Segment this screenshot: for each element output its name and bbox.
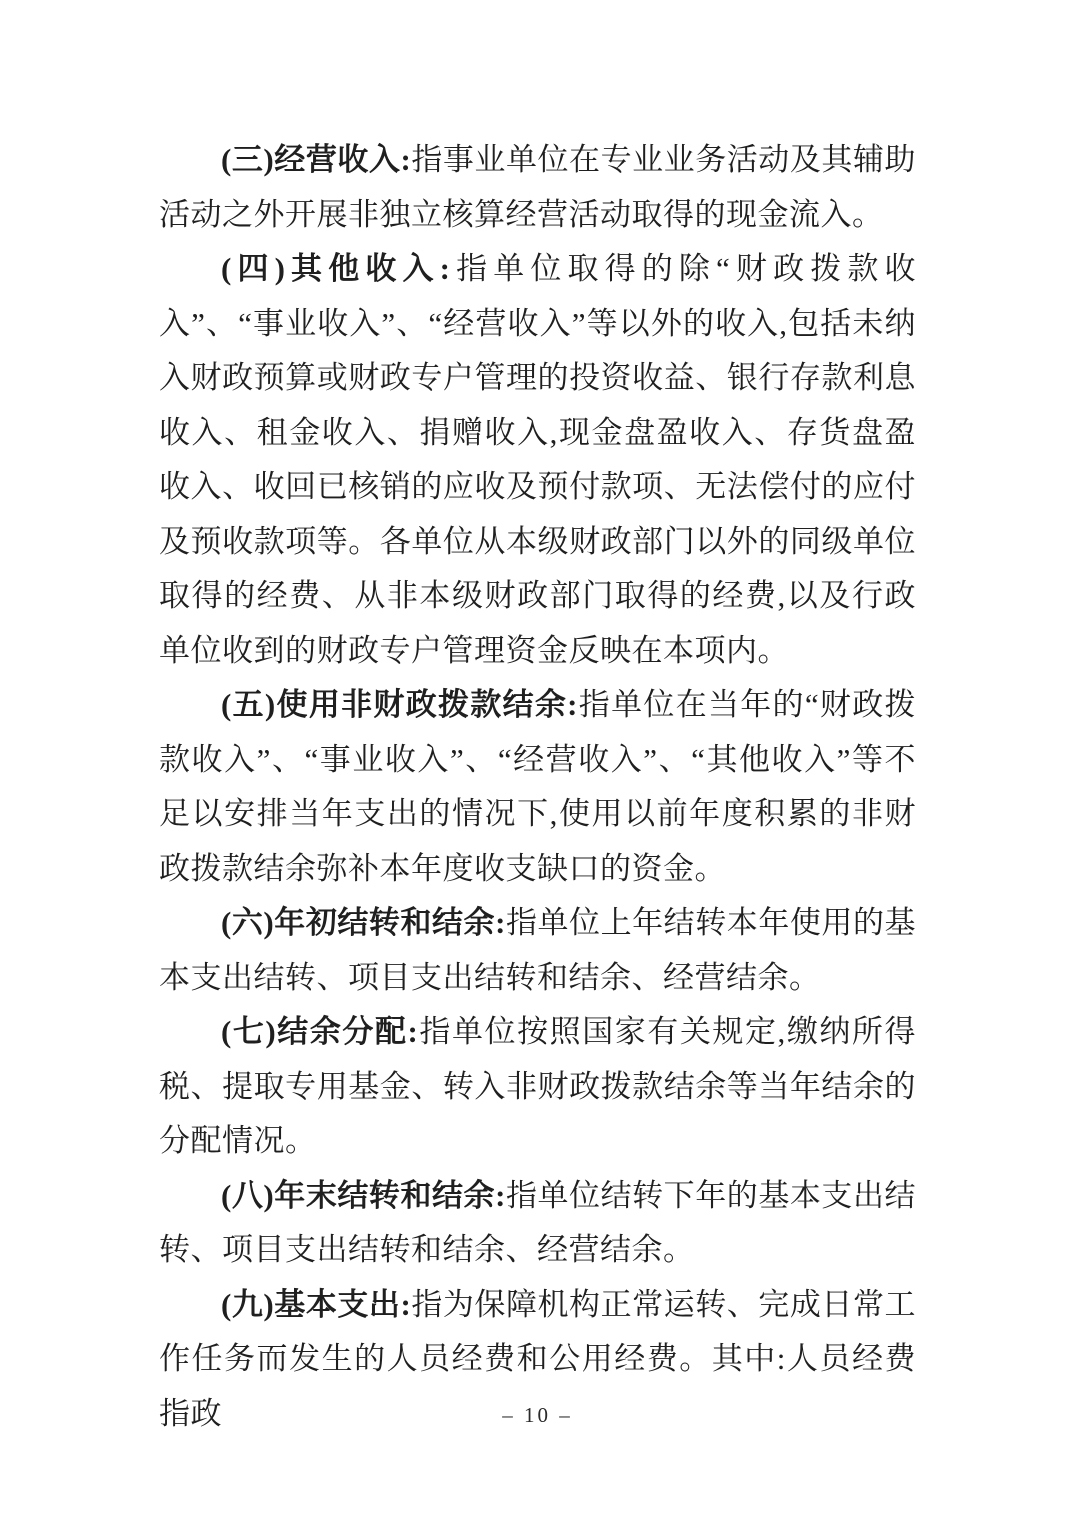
- paragraph-lead: (三)经营收入:: [221, 142, 412, 177]
- paragraph-text: 指单位在当年的“财政拨款收入”、“事业收入”、“经营收入”、“其他收入”等不足以安排当年支出的情况下,使用以前年度积累的非财政拨款结余弥补本年度收支缺口的资金。: [159, 687, 916, 886]
- document-body: [159, 133, 916, 1441]
- paragraph: [159, 133, 916, 242]
- paragraph-text: 指单位上年结转本年使用的基本支出结转、项目支出结转和结余、经营结余。: [159, 905, 916, 995]
- paragraph: [159, 1005, 916, 1169]
- paragraph-lead: (九)基本支出:: [221, 1286, 412, 1322]
- paragraph-lead: (八)年末结转和结余:: [221, 1177, 506, 1213]
- paragraph: [159, 242, 916, 678]
- page-number: – 10 –: [502, 1403, 573, 1427]
- paragraph-text: 指单位取得的除“财政拨款收入”、“事业收入”、“经营收入”等以外的收入,包括未纳入财政预算或财政专户管理的投资收益、银行存款利息收入、租金收入、捐赠收入,现金盘盈收入、存货盘盈收入、收回已核销的应收及预付款项、无法偿付的应付及预收款项等。各单位从本级财政部门以外的同级单位取得的经费、从非本级财政部门取得的经费,以及行政单位收到的财政专户管理资金反映在本项内。: [159, 251, 916, 668]
- paragraph: [159, 1169, 916, 1278]
- paragraph-lead: (六)年初结转和结余:: [221, 905, 506, 940]
- paragraph-text: 指为保障机构正常运转、完成日常工作任务而发生的人员经费和公用经费。其中:人员经费指政: [159, 1286, 916, 1431]
- paragraph: [159, 896, 916, 1005]
- paragraph-text: 指事业单位在专业业务活动及其辅助活动之外开展非独立核算经营活动取得的现金流入。: [159, 142, 916, 232]
- paragraph-text: 指单位按照国家有关规定,缴纳所得税、提取专用基金、转入非财政拨款结余等当年结余的分配情况。: [159, 1014, 916, 1158]
- paragraph-lead: (四)其他收入:: [221, 251, 451, 286]
- paragraph-text: 指单位结转下年的基本支出结转、项目支出结转和结余、经营结余。: [159, 1177, 916, 1267]
- paragraph: [159, 678, 916, 896]
- paragraph-lead: (七)结余分配:: [221, 1014, 419, 1049]
- paragraph-lead: (五)使用非财政拨款结余:: [221, 687, 578, 722]
